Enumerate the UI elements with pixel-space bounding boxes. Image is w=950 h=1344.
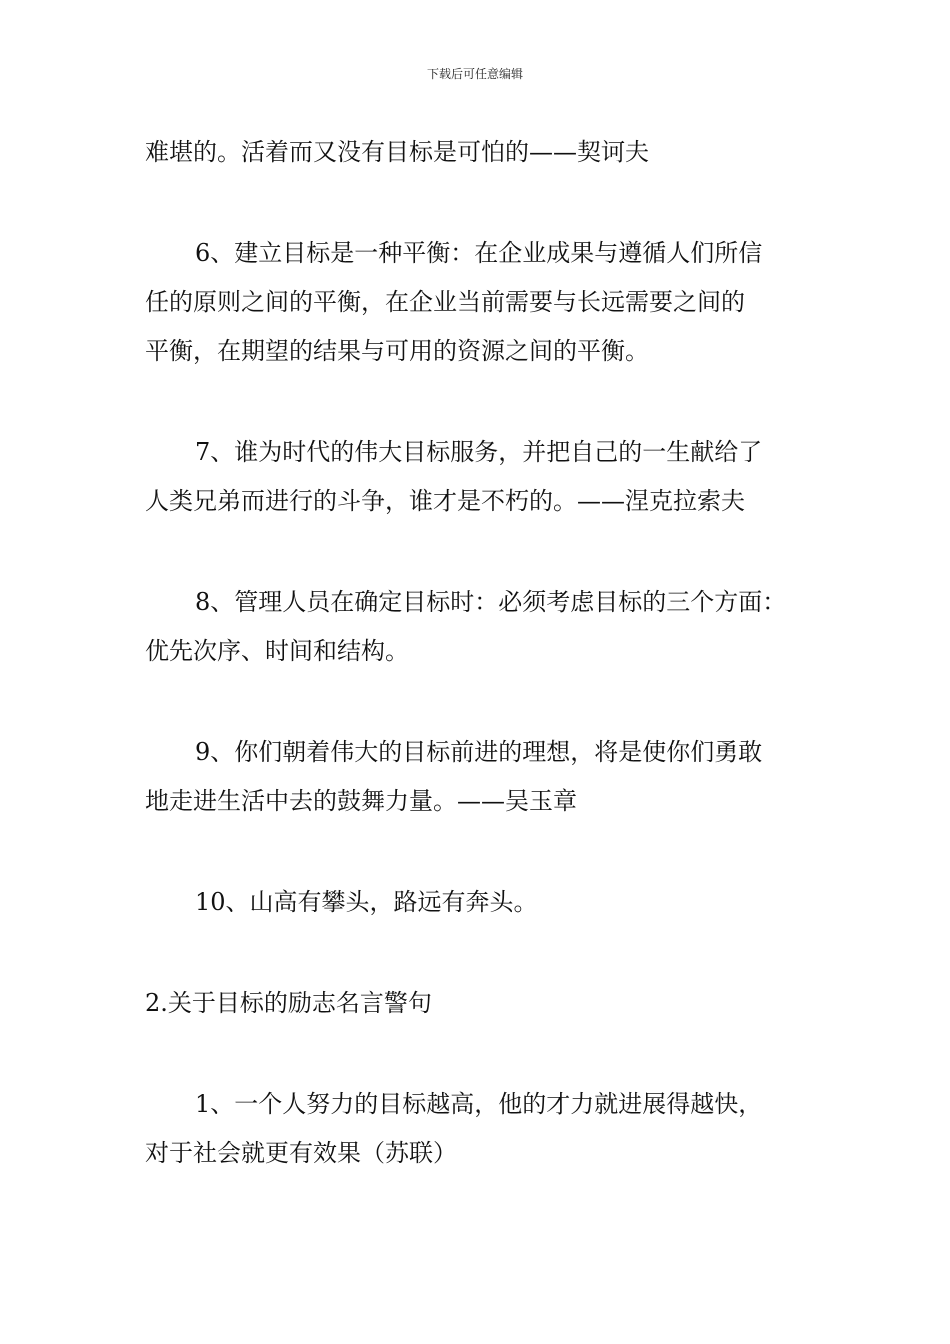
text-line: 难堪的。活着而又没有目标是可怕的——契诃夫 — [145, 138, 649, 166]
text-line: 6、建立目标是一种平衡：在企业成果与遵循人们所信 — [195, 239, 763, 267]
text-line: 8、管理人员在确定目标时：必须考虑目标的三个方面： — [195, 588, 787, 616]
text-line: 人类兄弟而进行的斗争，谁才是不朽的。——涅克拉索夫 — [145, 487, 745, 515]
document-body — [145, 128, 825, 1230]
text-line: 平衡，在期望的结果与可用的资源之间的平衡。 — [145, 337, 649, 365]
text-line: 2.关于目标的励志名言警句 — [145, 989, 432, 1017]
text-line: 优先次序、时间和结构。 — [145, 637, 409, 665]
paragraph-continuation — [145, 128, 825, 177]
quote-item-8 — [145, 578, 825, 676]
text-line: 10、山高有攀头，路远有奔头。 — [195, 888, 538, 916]
text-line: 对于社会就更有效果（苏联） — [145, 1139, 457, 1167]
quote-item-9 — [145, 728, 825, 826]
text-line: 地走进生活中去的鼓舞力量。——吴玉章 — [145, 787, 577, 815]
quote-item-10 — [145, 878, 825, 927]
quote-item-1 — [145, 1080, 825, 1178]
quote-item-7 — [145, 428, 825, 526]
text-line: 9、你们朝着伟大的目标前进的理想，将是使你们勇敢 — [195, 738, 763, 766]
text-line: 1、一个人努力的目标越高，他的才力就进展得越快， — [195, 1090, 763, 1118]
text-line: 7、谁为时代的伟大目标服务，并把自己的一生献给了 — [195, 438, 763, 466]
quote-item-6 — [145, 229, 825, 376]
section-heading — [145, 979, 825, 1028]
page-header: 下载后可任意编辑 — [426, 67, 523, 81]
text-line: 任的原则之间的平衡，在企业当前需要与长远需要之间的 — [145, 288, 745, 316]
